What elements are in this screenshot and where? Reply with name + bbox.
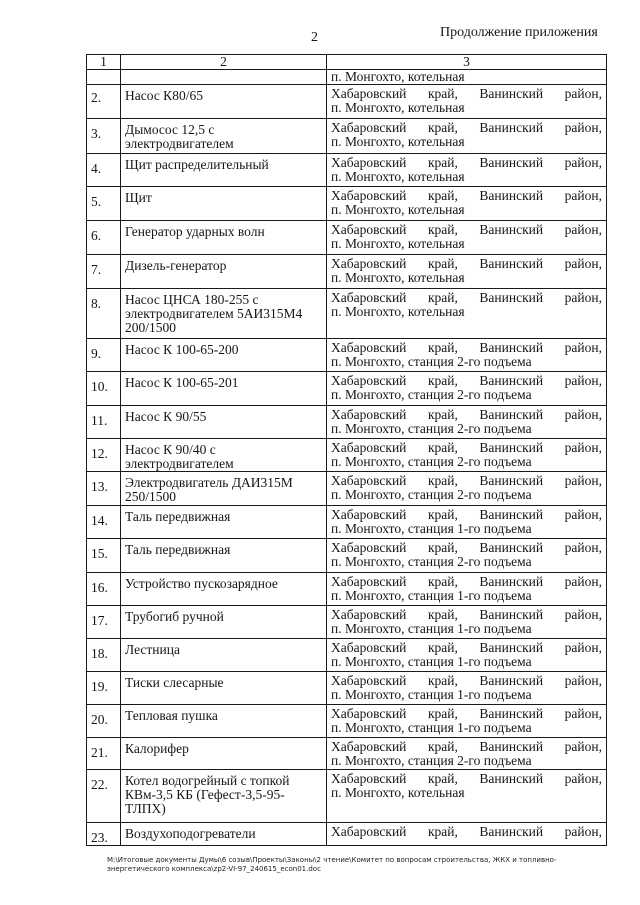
- address-line-1: Хабаровский край, Ванинский район,: [331, 256, 602, 271]
- row-number-cell: 11.: [87, 406, 121, 439]
- address-cell: [327, 289, 607, 339]
- item-name-cell: Генератор ударных волн: [121, 221, 327, 255]
- row-number-cell: 12.: [87, 439, 121, 472]
- page-number: 2: [311, 30, 318, 45]
- row-number-cell: 15.: [87, 539, 121, 573]
- table-row: [87, 573, 607, 606]
- item-name-cell: Воздухоподогреватели: [121, 823, 327, 846]
- column-header-2: 2: [121, 55, 327, 70]
- address-cell: [327, 639, 607, 672]
- table-row: [87, 339, 607, 372]
- address-line-2: п. Монгохто, станция 2-го подъема: [331, 487, 532, 502]
- address-line-2: п. Монгохто, станция 1-го подъема: [331, 588, 532, 603]
- address-line-2: п. Монгохто, станция 2-го подъема: [331, 454, 532, 469]
- row-number-cell: 23.: [87, 823, 121, 846]
- address-cell: [327, 372, 607, 406]
- row-number-cell: 8.: [87, 289, 121, 339]
- item-name-cell: Насос К 100-65-201: [121, 372, 327, 406]
- table-header-row: [87, 55, 607, 70]
- address-line-2: п. Монгохто, станция 2-го подъема: [331, 554, 532, 569]
- table-row: [87, 255, 607, 289]
- address-line-1: Хабаровский край, Ванинский район,: [331, 473, 602, 488]
- appendix-table: [86, 54, 607, 846]
- item-name-cell: Трубогиб ручной: [121, 606, 327, 639]
- table-row: [87, 119, 607, 154]
- table-row: [87, 639, 607, 672]
- column-header-3: 3: [327, 55, 607, 70]
- address-line-1: Хабаровский край, Ванинский район,: [331, 120, 602, 135]
- address-line-1: Хабаровский край, Ванинский район,: [331, 673, 602, 688]
- address-line-1: Хабаровский край, Ванинский район,: [331, 739, 602, 754]
- address-cell: [327, 406, 607, 439]
- row-number-cell: 21.: [87, 738, 121, 770]
- address-line-2: п. Монгохто, котельная: [331, 785, 465, 800]
- address-line-1: Хабаровский край, Ванинский район,: [331, 574, 602, 589]
- address-cell: [327, 672, 607, 705]
- row-number-cell: 2.: [87, 85, 121, 119]
- address-line-1: Хабаровский край, Ванинский район,: [331, 507, 602, 522]
- address-line-1: Хабаровский край, Ванинский район,: [331, 373, 602, 388]
- address-line-2: п. Монгохто, котельная: [331, 236, 465, 251]
- address-cell: [327, 339, 607, 372]
- address-cell: [327, 221, 607, 255]
- table-row: [87, 406, 607, 439]
- address-line-1: Хабаровский край, Ванинский район,: [331, 706, 602, 721]
- continuation-label: Продолжение приложения: [440, 25, 598, 40]
- address-line-1: Хабаровский край, Ванинский район,: [331, 440, 602, 455]
- table-row: [87, 289, 607, 339]
- file-path-footer: M:\Итоговые документы Думы\6 созыв\Проекты\Законы\2 чтение\Комитет по вопросам строительства, ЖКХ и топливно-энергетического комплекса\zp2-VI-97_240615_econ01.doc: [107, 856, 557, 873]
- item-name-cell: Электродвигатель ДАИ315М 250/1500: [121, 472, 327, 506]
- address-cell: [327, 85, 607, 119]
- address-line-2: п. Монгохто, станция 2-го подъема: [331, 753, 532, 768]
- item-name-cell: Насос ЦНСА 180-255 с электродвигателем 5АИ315М4 200/1500: [121, 289, 327, 339]
- item-name-cell: Устройство пускозарядное: [121, 573, 327, 606]
- item-name-cell: Тепловая пушка: [121, 705, 327, 738]
- address-line-2: п. Монгохто, станция 1-го подъема: [331, 521, 532, 536]
- address-line-1: Хабаровский край, Ванинский район,: [331, 824, 602, 839]
- address-line-1: Хабаровский край, Ванинский район,: [331, 155, 602, 170]
- item-name-cell: Насос К 100-65-200: [121, 339, 327, 372]
- row-number-cell: 22.: [87, 770, 121, 823]
- item-name-cell: Таль передвижная: [121, 506, 327, 539]
- address-line-2: п. Монгохто, станция 2-го подъема: [331, 354, 532, 369]
- column-header-1: 1: [87, 55, 121, 70]
- address-cell: [327, 539, 607, 573]
- address-cell: [327, 187, 607, 221]
- item-name-cell: Насос К 90/40 с электродвигателем: [121, 439, 327, 472]
- table-row: [87, 606, 607, 639]
- table-row: [87, 372, 607, 406]
- table-row: [87, 439, 607, 472]
- address-line-1: Хабаровский край, Ванинский район,: [331, 290, 602, 305]
- table-row-continued: [87, 70, 607, 85]
- table-row: [87, 221, 607, 255]
- row-number-cell: 16.: [87, 573, 121, 606]
- address-line-1: Хабаровский край, Ванинский район,: [331, 222, 602, 237]
- address-cell: [327, 119, 607, 154]
- row-number-cell: 18.: [87, 639, 121, 672]
- address-line-1: Хабаровский край, Ванинский район,: [331, 407, 602, 422]
- address-line-2: п. Монгохто, котельная: [331, 304, 465, 319]
- address-cell: [327, 770, 607, 823]
- address-cell: п. Монгохто, котельная: [327, 70, 607, 85]
- address-cell: [327, 823, 607, 846]
- item-name-cell: Лестница: [121, 639, 327, 672]
- address-line-1: Хабаровский край, Ванинский район,: [331, 607, 602, 622]
- item-name-cell: Дымосос 12,5 с электродвигателем: [121, 119, 327, 154]
- address-cell: [327, 255, 607, 289]
- table-row: [87, 672, 607, 705]
- table-row: [87, 154, 607, 187]
- table-row: [87, 539, 607, 573]
- item-name-cell: Насос К80/65: [121, 85, 327, 119]
- table-row: [87, 187, 607, 221]
- address-cell: [327, 472, 607, 506]
- table-row: [87, 823, 607, 846]
- row-number-cell: 13.: [87, 472, 121, 506]
- address-line-1: Хабаровский край, Ванинский район,: [331, 771, 602, 786]
- address-line-1: Хабаровский край, Ванинский район,: [331, 640, 602, 655]
- address-cell: [327, 573, 607, 606]
- table-row: [87, 506, 607, 539]
- row-number-cell: 10.: [87, 372, 121, 406]
- address-line-2: п. Монгохто, станция 2-го подъема: [331, 387, 532, 402]
- address-line-2: п. Монгохто, котельная: [331, 100, 465, 115]
- table-row: [87, 85, 607, 119]
- item-name-cell: Таль передвижная: [121, 539, 327, 573]
- row-number-cell: 4.: [87, 154, 121, 187]
- address-cell: [327, 606, 607, 639]
- address-line-2: п. Монгохто, котельная: [331, 270, 465, 285]
- table-row: [87, 705, 607, 738]
- address-cell: [327, 154, 607, 187]
- item-name-cell: Дизель-генератор: [121, 255, 327, 289]
- row-number-cell: 20.: [87, 705, 121, 738]
- row-number-cell: 3.: [87, 119, 121, 154]
- address-line-1: Хабаровский край, Ванинский район,: [331, 86, 602, 101]
- item-name-cell: Щит: [121, 187, 327, 221]
- row-number-cell: 5.: [87, 187, 121, 221]
- table-row: [87, 770, 607, 823]
- row-number-cell: 14.: [87, 506, 121, 539]
- row-number-cell: 6.: [87, 221, 121, 255]
- address-line-2: п. Монгохто, станция 1-го подъема: [331, 687, 532, 702]
- address-line-1: Хабаровский край, Ванинский район,: [331, 188, 602, 203]
- row-number-cell: [87, 70, 121, 85]
- address-cell: [327, 738, 607, 770]
- address-cell: [327, 439, 607, 472]
- address-cell: [327, 705, 607, 738]
- address-line-2: п. Монгохто, станция 1-го подъема: [331, 654, 532, 669]
- table-row: [87, 738, 607, 770]
- row-number-cell: 9.: [87, 339, 121, 372]
- address-line-1: Хабаровский край, Ванинский район,: [331, 340, 602, 355]
- address-line-2: п. Монгохто, котельная: [331, 169, 465, 184]
- row-number-cell: 19.: [87, 672, 121, 705]
- item-name-cell: Калорифер: [121, 738, 327, 770]
- address-line-2: п. Монгохто, котельная: [331, 202, 465, 217]
- row-number-cell: 17.: [87, 606, 121, 639]
- item-name-cell: [121, 70, 327, 85]
- address-line-1: Хабаровский край, Ванинский район,: [331, 540, 602, 555]
- item-name-cell: Насос К 90/55: [121, 406, 327, 439]
- address-line-2: п. Монгохто, станция 1-го подъема: [331, 621, 532, 636]
- address-cell: [327, 506, 607, 539]
- item-name-cell: Тиски слесарные: [121, 672, 327, 705]
- address-line-2: п. Монгохто, станция 2-го подъема: [331, 421, 532, 436]
- table-row: [87, 472, 607, 506]
- address-line-2: п. Монгохто, котельная: [331, 134, 465, 149]
- address-line-2: п. Монгохто, станция 1-го подъема: [331, 720, 532, 735]
- item-name-cell: Котел водогрейный с топкой КВм-3,5 КБ (Гефест-3,5-95-ТЛПХ): [121, 770, 327, 823]
- row-number-cell: 7.: [87, 255, 121, 289]
- item-name-cell: Щит распределительный: [121, 154, 327, 187]
